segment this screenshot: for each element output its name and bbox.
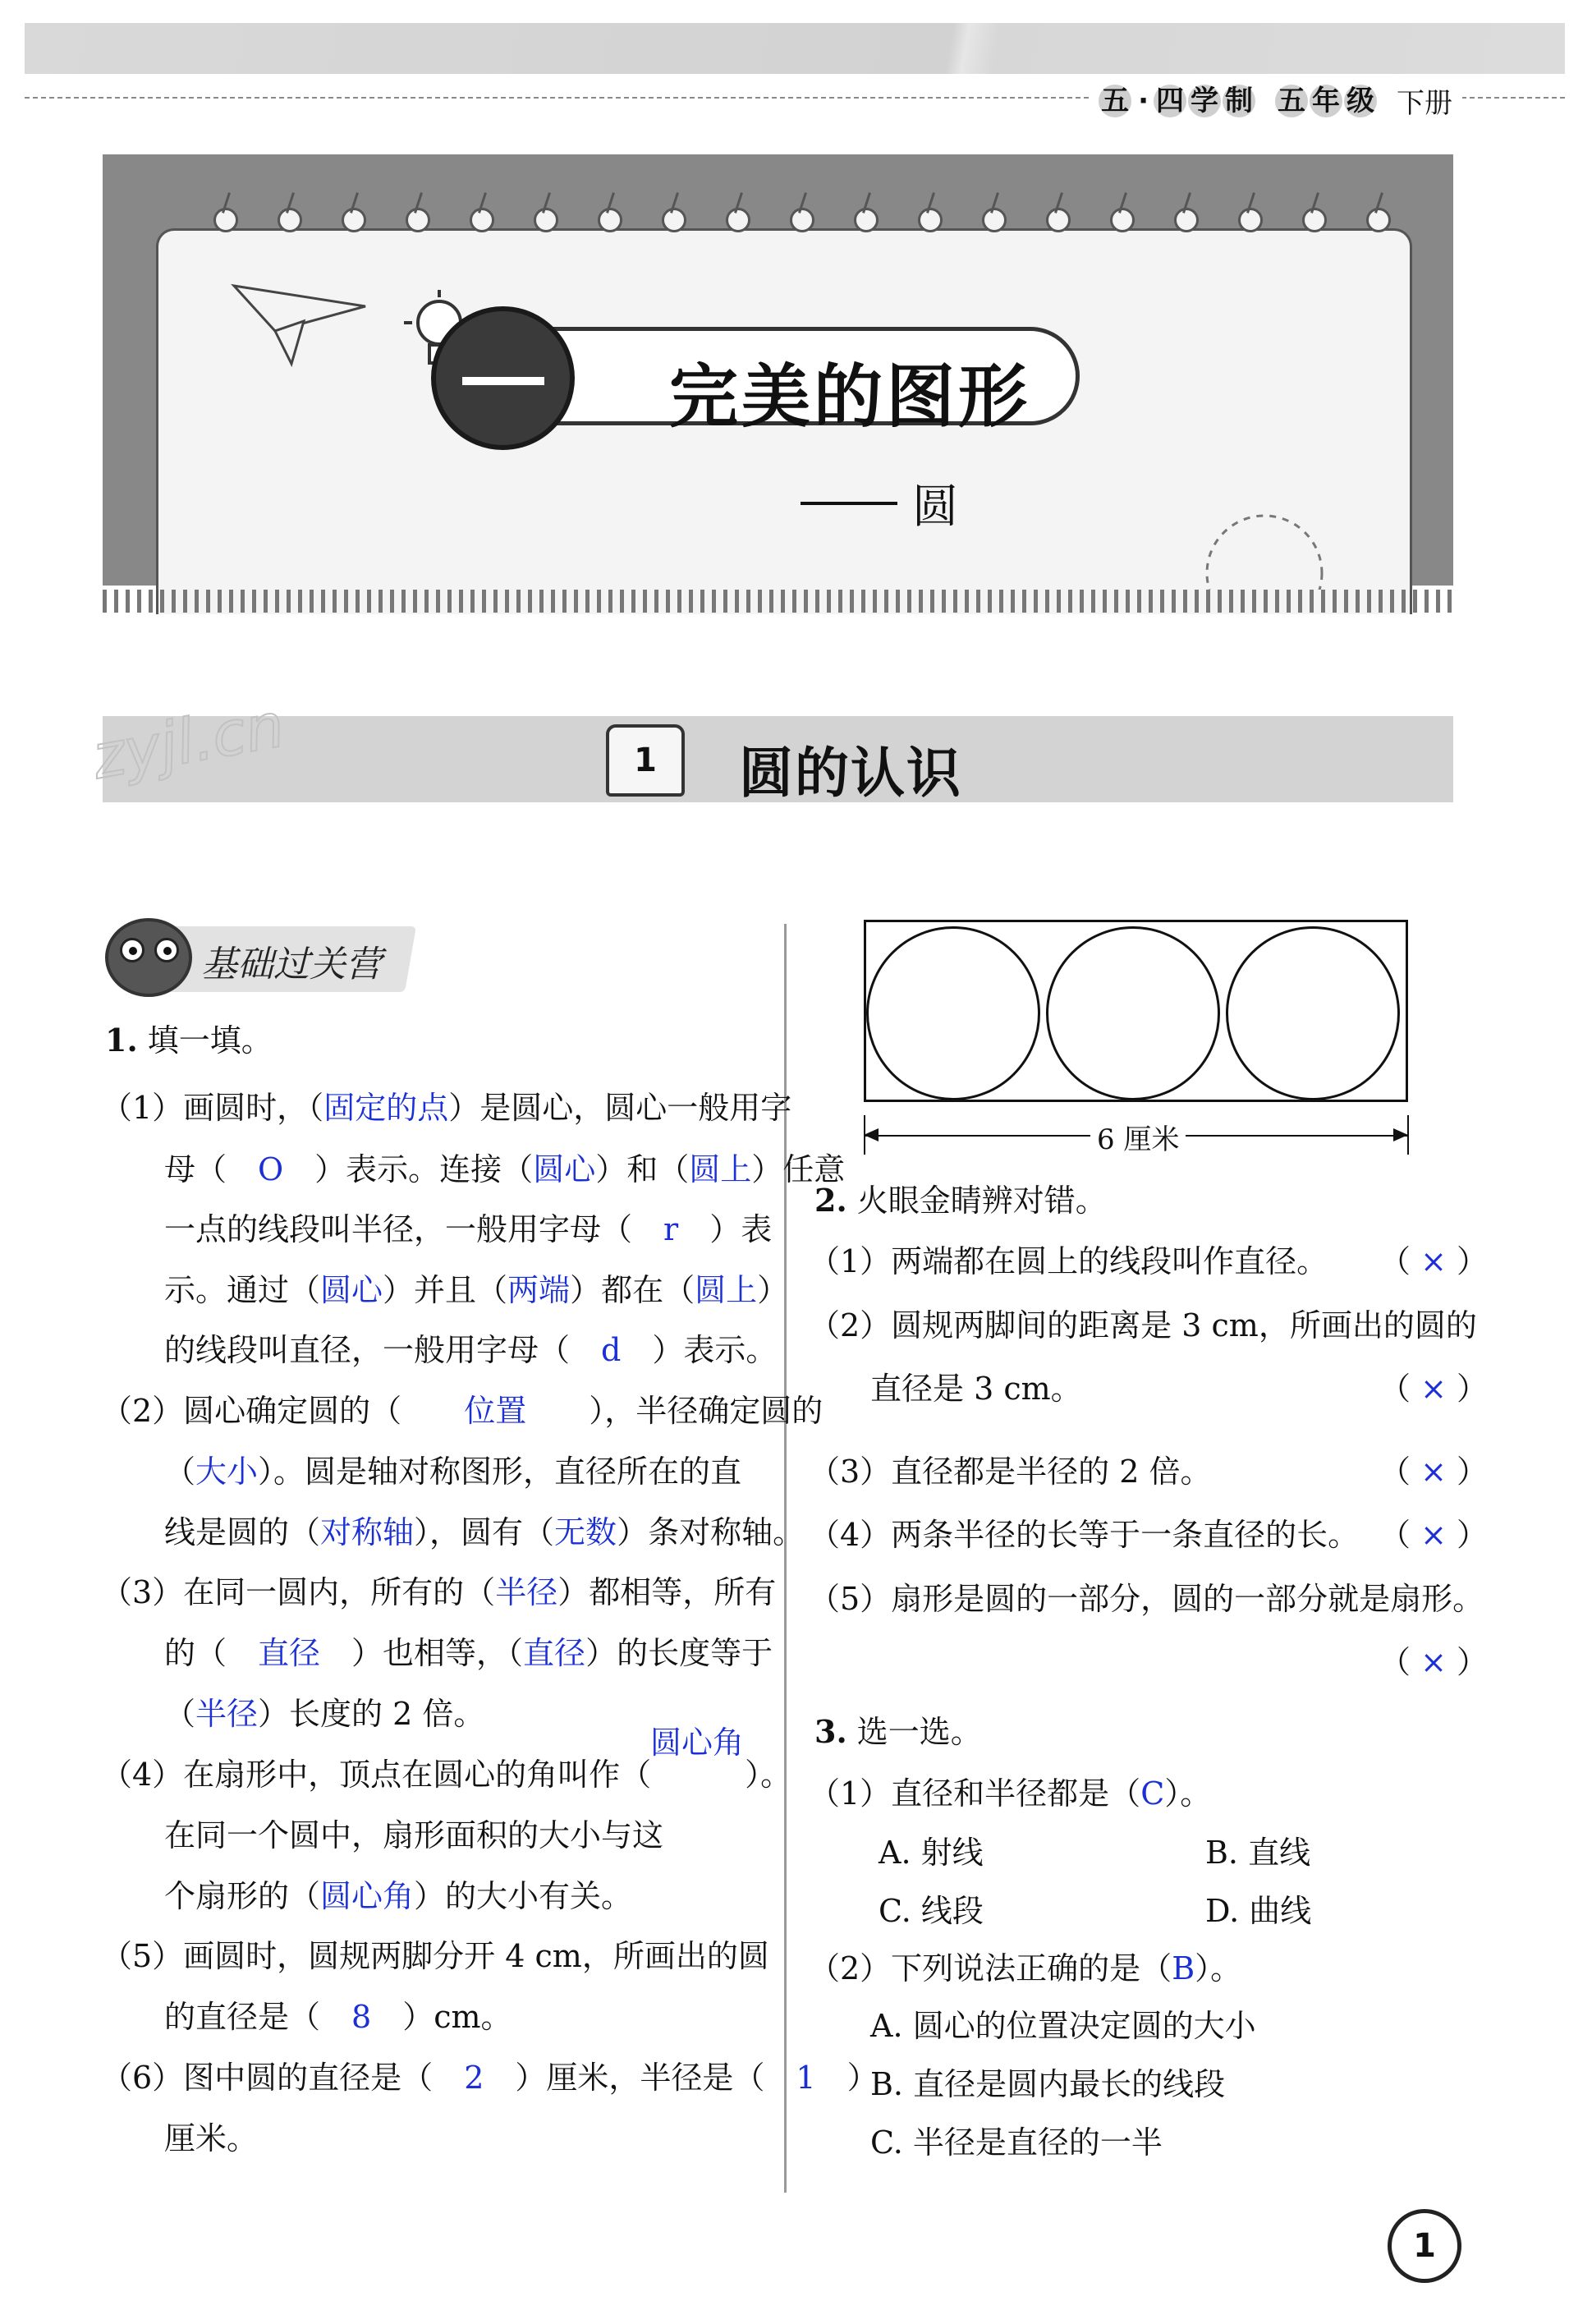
frog-icon bbox=[105, 918, 192, 997]
q3-2-pre: （2）下列说法正确的是（ bbox=[809, 1950, 1172, 1986]
q1-title bbox=[105, 1021, 273, 1060]
notebook-ring bbox=[1238, 208, 1263, 232]
q1-text: ）。圆是轴对称图形，直径所在的直 bbox=[258, 1454, 742, 1490]
q1-text: ） bbox=[815, 2060, 879, 2096]
q1-answer: 8 bbox=[351, 1999, 372, 2035]
subtitle-text: 圆 bbox=[912, 480, 958, 534]
volume-label: 下册 bbox=[1397, 87, 1452, 120]
q1-line bbox=[164, 1694, 484, 1734]
q1-line bbox=[164, 1270, 788, 1310]
q3-2-stem bbox=[809, 1949, 1241, 1988]
q1-answer: 固定的点 bbox=[323, 1090, 449, 1126]
q1-answer: 位置 bbox=[464, 1393, 527, 1429]
q1-answer: O bbox=[258, 1151, 284, 1187]
q1-text: 在同一个圆中，扇形面积的大小与这 bbox=[164, 1817, 664, 1853]
arrow-left-icon bbox=[864, 1128, 879, 1141]
q1-text: 个扇形的（ bbox=[164, 1878, 321, 1914]
q1-answer: 1 bbox=[796, 2060, 816, 2096]
q1-text: 线是圆的（ bbox=[164, 1514, 321, 1550]
q1-answer: 大小 bbox=[195, 1454, 259, 1490]
q3-1-option-a: A. 射线 bbox=[879, 1835, 984, 1871]
grade-header bbox=[1089, 80, 1462, 121]
q1-text: ）任意 bbox=[751, 1151, 846, 1187]
q1-line bbox=[164, 1876, 632, 1916]
q2-mark: （ × ） bbox=[1379, 1243, 1489, 1279]
school-system bbox=[1099, 85, 1257, 117]
q2-item: （2）圆规两脚间的距离是 3 cm，所画出的圆的 bbox=[809, 1307, 1477, 1343]
notebook-ring bbox=[598, 208, 622, 232]
notebook-ring bbox=[1046, 208, 1071, 232]
q1-line bbox=[101, 1391, 823, 1431]
grade-char: 年 bbox=[1310, 85, 1342, 117]
grade bbox=[1275, 85, 1379, 117]
q1-text: ），圆有（ bbox=[414, 1514, 555, 1550]
q1-text: ）表 bbox=[678, 1211, 773, 1247]
q1-text: ）的长度等于 bbox=[585, 1635, 773, 1671]
dashed-circle-decor bbox=[1195, 499, 1334, 590]
q1-answer: 圆上 bbox=[689, 1151, 752, 1187]
notebook-ring bbox=[1302, 208, 1327, 232]
q3-2-post: ）。 bbox=[1195, 1950, 1242, 1986]
section-number: 1 bbox=[606, 724, 685, 797]
notebook-ring bbox=[406, 208, 430, 232]
q3-2-answer: B bbox=[1172, 1950, 1195, 1986]
q1-text: （ bbox=[164, 1454, 196, 1490]
q1-text: 厘米。 bbox=[164, 2120, 259, 2156]
q1-answer: 直径 bbox=[258, 1635, 321, 1671]
q3-2-option-b: B. 直径是圆内最长的线段 bbox=[870, 2066, 1226, 2102]
q1-answer: 圆心 bbox=[320, 1272, 383, 1308]
q3-2-option-a: A. 圆心的位置决定圆的大小 bbox=[870, 2008, 1256, 2044]
notebook-ring bbox=[790, 208, 814, 232]
q1-text: ）cm。 bbox=[371, 1999, 512, 2035]
notebook-ring bbox=[726, 208, 750, 232]
notebook-ring bbox=[470, 208, 494, 232]
q1-4-answer: 圆心角 bbox=[650, 1725, 745, 1761]
system-char: 学 bbox=[1188, 85, 1221, 117]
notebook-ring bbox=[534, 208, 558, 232]
notebook-ring bbox=[662, 208, 686, 232]
unit-title: 完美的图形 bbox=[669, 356, 1031, 437]
dimension-label: 6 厘米 bbox=[1090, 1117, 1186, 1157]
q3-number: 3. bbox=[814, 1713, 847, 1750]
q1-answer: 半径 bbox=[195, 1696, 259, 1732]
section-title: 圆的认识 bbox=[739, 742, 962, 805]
q3-1-option-b: B. 直线 bbox=[1205, 1835, 1311, 1871]
q1-line bbox=[101, 2058, 879, 2097]
q1-text: ）长度的 2 倍。 bbox=[258, 1696, 485, 1732]
q1-text: （3）在同一圆内，所有的（ bbox=[101, 1574, 496, 1610]
q3-1-option-c: C. 线段 bbox=[879, 1893, 984, 1929]
q2-answer: × bbox=[1420, 1243, 1447, 1279]
q1-text: ）是圆心，圆心一般用字 bbox=[448, 1090, 792, 1126]
arrow-right-icon bbox=[1393, 1128, 1408, 1141]
q1-text: ） bbox=[757, 1272, 789, 1308]
q1-answer: 半径 bbox=[495, 1574, 558, 1610]
q3-title-text: 选一选。 bbox=[856, 1714, 982, 1750]
watermark: zyjl.cn bbox=[87, 690, 290, 793]
q1-answer: 直径 bbox=[523, 1635, 586, 1671]
q1-line bbox=[164, 1816, 663, 1855]
q1-line bbox=[164, 1513, 804, 1552]
q3-1-option-d: D. 曲线 bbox=[1205, 1893, 1312, 1929]
grade-char: 级 bbox=[1344, 85, 1377, 117]
notebook-ring bbox=[1366, 208, 1391, 232]
q2-answer: × bbox=[1420, 1454, 1447, 1490]
q2-mark: （ × ） bbox=[1379, 1644, 1489, 1680]
notebook-ring bbox=[854, 208, 879, 232]
q1-text: 的直径是（ bbox=[164, 1999, 352, 2035]
system-char: 制 bbox=[1223, 85, 1255, 117]
notebook-ring bbox=[1174, 208, 1199, 232]
q1-number: 1. bbox=[105, 1022, 138, 1059]
notebook-ring bbox=[213, 208, 238, 232]
q3-1-pre: （1）直径和半径都是（ bbox=[809, 1775, 1141, 1812]
page-number: 1 bbox=[1388, 2209, 1461, 2283]
q1-text: ），半径确定圆的 bbox=[526, 1393, 824, 1429]
q1-answer: 圆心 bbox=[533, 1151, 596, 1187]
q2-title-text: 火眼金睛辨对错。 bbox=[856, 1183, 1107, 1219]
q2-mark: （ × ） bbox=[1379, 1454, 1489, 1490]
unit-subtitle bbox=[801, 471, 958, 536]
notebook-ring bbox=[918, 208, 943, 232]
badge-label: 基础过关营 bbox=[201, 944, 382, 985]
figure-circle bbox=[866, 926, 1040, 1100]
grade-char: 五 bbox=[1275, 85, 1308, 117]
q2-mark: （ × ） bbox=[1379, 1371, 1489, 1407]
q1-text: ）和（ bbox=[595, 1151, 690, 1187]
q1-line bbox=[164, 1330, 777, 1370]
system-char: 五 bbox=[1099, 85, 1131, 117]
q1-text: ）表示。 bbox=[621, 1332, 778, 1368]
q1-line bbox=[164, 1633, 773, 1673]
q1-text: （ bbox=[164, 1696, 196, 1732]
q1-answer: d bbox=[601, 1332, 622, 1368]
q1-text: 示。通过（ bbox=[164, 1272, 321, 1308]
q1-text: ）条对称轴。 bbox=[617, 1514, 805, 1550]
top-decor-strip bbox=[25, 23, 1565, 74]
q3-1-answer: C bbox=[1140, 1775, 1165, 1812]
q2-item: （5）扇形是圆的一部分，圆的一部分就是扇形。 bbox=[809, 1581, 1484, 1617]
q2-item: （1）两端都在圆上的线段叫作直径。 bbox=[809, 1243, 1328, 1279]
q1-text: （2）圆心确定圆的（ bbox=[101, 1393, 465, 1429]
q2-number: 2. bbox=[814, 1182, 847, 1219]
q2-mark: （ × ） bbox=[1379, 1517, 1489, 1553]
q1-text: ）的大小有关。 bbox=[414, 1878, 633, 1914]
q2-title bbox=[814, 1181, 1107, 1220]
q3-2-option-c: C. 半径是直径的一半 bbox=[870, 2124, 1163, 2161]
figure-circle bbox=[1226, 926, 1400, 1100]
q1-line bbox=[164, 2119, 258, 2158]
q3-1-post: ）。 bbox=[1164, 1775, 1212, 1812]
unit-number-badge bbox=[431, 306, 575, 450]
q1-text: 的线段叫直径，一般用字母（ bbox=[164, 1332, 602, 1368]
q1-line bbox=[164, 1150, 845, 1189]
q1-text: （5）画圆时，圆规两脚分开 4 cm，所画出的圆 bbox=[101, 1938, 769, 1974]
q1-line bbox=[164, 1452, 741, 1491]
q1-line bbox=[101, 1936, 769, 1976]
q1-answer: r bbox=[663, 1211, 679, 1247]
q1-answer: 圆上 bbox=[695, 1272, 758, 1308]
system-char: 四 bbox=[1154, 85, 1186, 117]
q3-title bbox=[814, 1712, 982, 1752]
q1-text: 的（ bbox=[164, 1635, 259, 1671]
q1-title-text: 填一填。 bbox=[147, 1022, 273, 1059]
q1-answer: 两端 bbox=[507, 1272, 571, 1308]
q1-answer: 对称轴 bbox=[320, 1514, 415, 1550]
q2-item-continued: 直径是 3 cm。 bbox=[870, 1371, 1082, 1407]
q1-line bbox=[164, 1997, 512, 2037]
figure-circle bbox=[1046, 926, 1220, 1100]
q1-text: ）都相等，所有 bbox=[557, 1574, 777, 1610]
notebook-ring bbox=[342, 208, 366, 232]
q2-answer: × bbox=[1420, 1644, 1447, 1680]
q1-text: ）表示。连接（ bbox=[283, 1151, 534, 1187]
q3-1-stem bbox=[809, 1774, 1211, 1813]
paper-plane-icon bbox=[226, 273, 374, 372]
system-dot: · bbox=[1138, 84, 1149, 117]
q1-answer: 2 bbox=[464, 2060, 484, 2096]
q1-text: （6）图中圆的直径是（ bbox=[101, 2060, 465, 2096]
q1-line bbox=[101, 1088, 791, 1128]
q2-item: （4）两条半径的长等于一条直径的长。 bbox=[809, 1517, 1360, 1553]
q1-text: （1）画圆时，（ bbox=[101, 1090, 324, 1126]
q1-text: ）并且（ bbox=[383, 1272, 508, 1308]
q1-answer: 圆心角 bbox=[320, 1878, 415, 1914]
q2-item: （3）直径都是半径的 2 倍。 bbox=[809, 1454, 1212, 1490]
unit-banner bbox=[103, 154, 1453, 586]
q1-text: ）也相等，（ bbox=[320, 1635, 524, 1671]
q2-answer: × bbox=[1420, 1517, 1447, 1553]
q1-text: ）厘米，半径是（ bbox=[484, 2060, 796, 2096]
q1-text: 一点的线段叫半径，一般用字母（ bbox=[164, 1211, 664, 1247]
q1-line bbox=[164, 1210, 772, 1249]
notebook-ring bbox=[982, 208, 1007, 232]
notebook-ring bbox=[1110, 208, 1135, 232]
notebook-ring bbox=[278, 208, 302, 232]
q1-answer: 无数 bbox=[554, 1514, 617, 1550]
q1-line bbox=[101, 1573, 776, 1612]
q1-text: 母（ bbox=[164, 1151, 259, 1187]
q1-text: （4）在扇形中，顶点在圆心的角叫作（ ）。 bbox=[101, 1757, 792, 1793]
q2-answer: × bbox=[1420, 1371, 1447, 1407]
banner-tick-border bbox=[103, 590, 1453, 613]
subtitle-dash bbox=[801, 502, 897, 505]
q1-text: ）都在（ bbox=[570, 1272, 695, 1308]
